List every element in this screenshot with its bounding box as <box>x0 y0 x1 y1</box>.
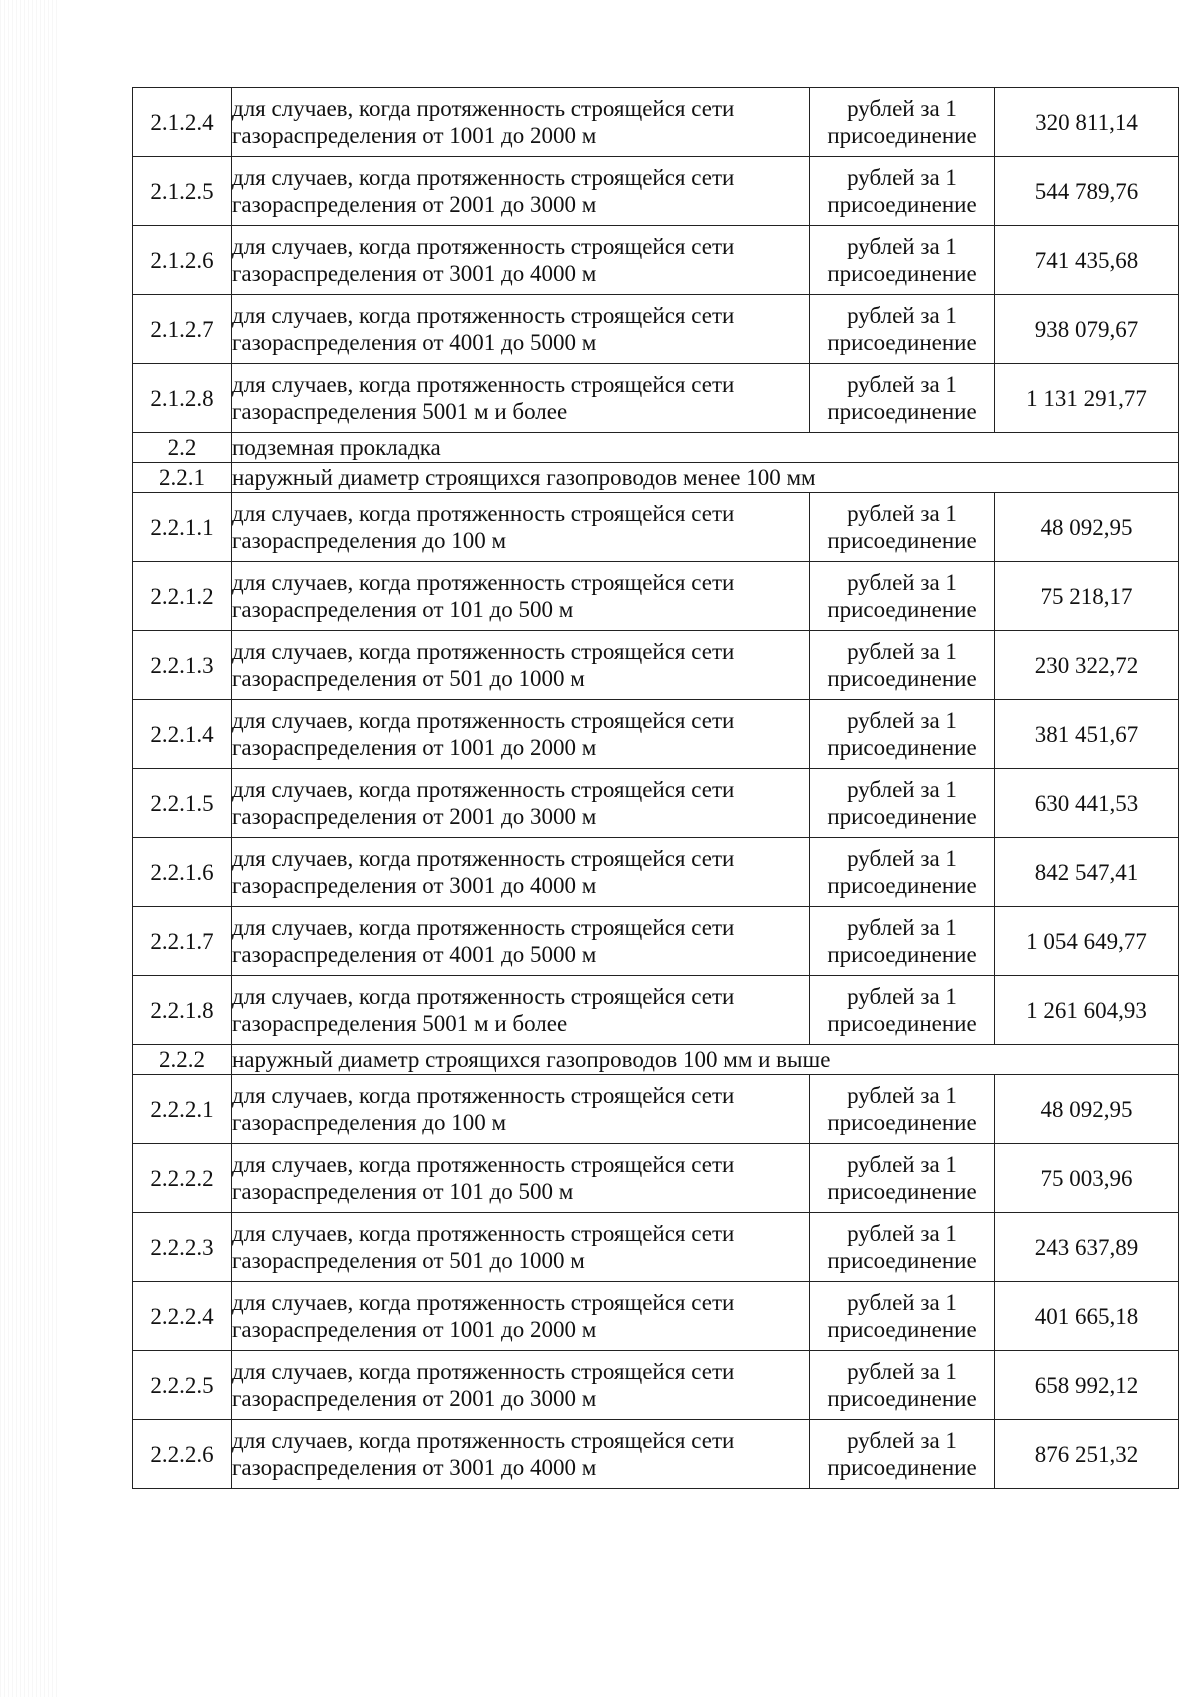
row-unit <box>810 838 995 907</box>
row-value: 401 665,18 <box>995 1282 1179 1351</box>
unit-line: рублей за 1 <box>847 570 957 595</box>
unit-line: рублей за 1 <box>847 915 957 940</box>
row-value: 658 992,12 <box>995 1351 1179 1420</box>
row-description <box>232 769 810 838</box>
section-title: наружный диаметр строящихся газопроводов менее 100 мм <box>232 463 1179 493</box>
row-number: 2.1.2.7 <box>133 295 232 364</box>
description-line: газораспределения от 2001 до 3000 м <box>232 804 597 829</box>
row-number: 2.1.2.4 <box>133 88 232 157</box>
table-row <box>133 838 1179 907</box>
description-line: для случаев, когда протяженность строящейся сети <box>232 639 735 664</box>
table-row <box>133 1075 1179 1144</box>
description-line: для случаев, когда протяженность строящейся сети <box>232 984 735 1009</box>
description-line: для случаев, когда протяженность строящейся сети <box>232 234 735 259</box>
row-unit <box>810 1144 995 1213</box>
description-line: для случаев, когда протяженность строящейся сети <box>232 570 735 595</box>
description-line: газораспределения от 3001 до 4000 м <box>232 873 597 898</box>
row-value: 876 251,32 <box>995 1420 1179 1489</box>
row-description <box>232 976 810 1045</box>
scan-edge-noise <box>0 0 60 1697</box>
row-value: 230 322,72 <box>995 631 1179 700</box>
unit-line: присоединение <box>827 1248 977 1273</box>
description-line: для случаев, когда протяженность строящейся сети <box>232 1152 735 1177</box>
row-unit <box>810 907 995 976</box>
row-number: 2.2.2.5 <box>133 1351 232 1420</box>
description-line: газораспределения от 1001 до 2000 м <box>232 123 597 148</box>
row-description <box>232 907 810 976</box>
table-row <box>133 1420 1179 1489</box>
row-value: 1 261 604,93 <box>995 976 1179 1045</box>
unit-line: рублей за 1 <box>847 303 957 328</box>
description-line: для случаев, когда протяженность строящейся сети <box>232 165 735 190</box>
unit-line: рублей за 1 <box>847 165 957 190</box>
description-line: для случаев, когда протяженность строящейся сети <box>232 1221 735 1246</box>
unit-line: рублей за 1 <box>847 501 957 526</box>
tariff-table <box>132 87 1179 1489</box>
row-description <box>232 1075 810 1144</box>
row-value: 741 435,68 <box>995 226 1179 295</box>
description-line: газораспределения от 3001 до 4000 м <box>232 261 597 286</box>
row-description <box>232 1351 810 1420</box>
description-line: для случаев, когда протяженность строящейся сети <box>232 372 735 397</box>
row-number: 2.2.1.2 <box>133 562 232 631</box>
description-line: газораспределения от 501 до 1000 м <box>232 666 585 691</box>
table-row <box>133 157 1179 226</box>
unit-line: присоединение <box>827 735 977 760</box>
row-description <box>232 157 810 226</box>
table-row <box>133 562 1179 631</box>
row-number: 2.1.2.6 <box>133 226 232 295</box>
section-number: 2.2.2 <box>133 1045 232 1075</box>
row-value: 1 054 649,77 <box>995 907 1179 976</box>
table-row <box>133 769 1179 838</box>
table-row <box>133 1282 1179 1351</box>
row-unit <box>810 700 995 769</box>
row-number: 2.2.2.4 <box>133 1282 232 1351</box>
unit-line: присоединение <box>827 873 977 898</box>
row-value: 1 131 291,77 <box>995 364 1179 433</box>
unit-line: рублей за 1 <box>847 1290 957 1315</box>
row-number: 2.2.1.5 <box>133 769 232 838</box>
description-line: газораспределения от 4001 до 5000 м <box>232 942 597 967</box>
unit-line: присоединение <box>827 1110 977 1135</box>
unit-line: присоединение <box>827 597 977 622</box>
description-line: для случаев, когда протяженность строящейся сети <box>232 96 735 121</box>
table-row <box>133 493 1179 562</box>
description-line: для случаев, когда протяженность строящейся сети <box>232 708 735 733</box>
description-line: газораспределения 5001 м и более <box>232 1011 568 1036</box>
row-unit <box>810 562 995 631</box>
row-unit <box>810 157 995 226</box>
table-row <box>133 976 1179 1045</box>
unit-line: рублей за 1 <box>847 1428 957 1453</box>
row-unit <box>810 1420 995 1489</box>
row-description <box>232 700 810 769</box>
row-number: 2.2.1.4 <box>133 700 232 769</box>
row-unit <box>810 1075 995 1144</box>
description-line: для случаев, когда протяженность строящейся сети <box>232 846 735 871</box>
row-value: 938 079,67 <box>995 295 1179 364</box>
table-row <box>133 1144 1179 1213</box>
row-description <box>232 493 810 562</box>
unit-line: рублей за 1 <box>847 708 957 733</box>
unit-line: присоединение <box>827 942 977 967</box>
unit-line: присоединение <box>827 330 977 355</box>
row-unit <box>810 295 995 364</box>
unit-line: рублей за 1 <box>847 984 957 1009</box>
row-description <box>232 295 810 364</box>
unit-line: рублей за 1 <box>847 1221 957 1246</box>
unit-line: присоединение <box>827 1455 977 1480</box>
table-row <box>133 88 1179 157</box>
unit-line: присоединение <box>827 1386 977 1411</box>
row-description <box>232 631 810 700</box>
row-number: 2.2.1.1 <box>133 493 232 562</box>
row-number: 2.2.1.8 <box>133 976 232 1045</box>
section-number: 2.2 <box>133 433 232 463</box>
row-value: 243 637,89 <box>995 1213 1179 1282</box>
table-row <box>133 1351 1179 1420</box>
row-value: 75 003,96 <box>995 1144 1179 1213</box>
description-line: газораспределения от 1001 до 2000 м <box>232 735 597 760</box>
row-unit <box>810 1213 995 1282</box>
description-line: для случаев, когда протяженность строящейся сети <box>232 1290 735 1315</box>
description-line: газораспределения от 2001 до 3000 м <box>232 1386 597 1411</box>
unit-line: присоединение <box>827 804 977 829</box>
row-number: 2.2.2.6 <box>133 1420 232 1489</box>
description-line: для случаев, когда протяженность строящейся сети <box>232 1359 735 1384</box>
row-description <box>232 226 810 295</box>
unit-line: присоединение <box>827 528 977 553</box>
unit-line: рублей за 1 <box>847 777 957 802</box>
row-value: 320 811,14 <box>995 88 1179 157</box>
row-unit <box>810 1351 995 1420</box>
unit-line: рублей за 1 <box>847 1152 957 1177</box>
row-description <box>232 1282 810 1351</box>
unit-line: рублей за 1 <box>847 1083 957 1108</box>
row-value: 48 092,95 <box>995 493 1179 562</box>
unit-line: рублей за 1 <box>847 639 957 664</box>
description-line: для случаев, когда протяженность строящейся сети <box>232 915 735 940</box>
row-unit <box>810 493 995 562</box>
table-row <box>133 226 1179 295</box>
row-unit <box>810 1282 995 1351</box>
section-title: наружный диаметр строящихся газопроводов 100 мм и выше <box>232 1045 1179 1075</box>
row-number: 2.2.1.3 <box>133 631 232 700</box>
description-line: для случаев, когда протяженность строящейся сети <box>232 303 735 328</box>
row-number: 2.1.2.5 <box>133 157 232 226</box>
row-number: 2.1.2.8 <box>133 364 232 433</box>
unit-line: присоединение <box>827 399 977 424</box>
description-line: газораспределения от 3001 до 4000 м <box>232 1455 597 1480</box>
row-number: 2.2.1.7 <box>133 907 232 976</box>
row-description <box>232 1144 810 1213</box>
row-unit <box>810 976 995 1045</box>
table-row <box>133 295 1179 364</box>
row-value: 630 441,53 <box>995 769 1179 838</box>
row-value: 842 547,41 <box>995 838 1179 907</box>
description-line: газораспределения от 501 до 1000 м <box>232 1248 585 1273</box>
section-row <box>133 1045 1179 1075</box>
table-row <box>133 700 1179 769</box>
section-title: подземная прокладка <box>232 433 1179 463</box>
row-description <box>232 838 810 907</box>
unit-line: рублей за 1 <box>847 372 957 397</box>
row-number: 2.2.2.2 <box>133 1144 232 1213</box>
description-line: газораспределения до 100 м <box>232 1110 507 1135</box>
row-number: 2.2.2.1 <box>133 1075 232 1144</box>
row-description <box>232 1420 810 1489</box>
table-row <box>133 1213 1179 1282</box>
unit-line: присоединение <box>827 261 977 286</box>
description-line: газораспределения от 101 до 500 м <box>232 1179 574 1204</box>
section-row <box>133 433 1179 463</box>
description-line: для случаев, когда протяженность строящейся сети <box>232 501 735 526</box>
unit-line: рублей за 1 <box>847 846 957 871</box>
description-line: для случаев, когда протяженность строящейся сети <box>232 1083 735 1108</box>
table-row <box>133 907 1179 976</box>
unit-line: присоединение <box>827 123 977 148</box>
description-line: газораспределения от 101 до 500 м <box>232 597 574 622</box>
unit-line: присоединение <box>827 192 977 217</box>
row-value: 544 789,76 <box>995 157 1179 226</box>
row-unit <box>810 226 995 295</box>
table-row <box>133 631 1179 700</box>
row-value: 48 092,95 <box>995 1075 1179 1144</box>
row-value: 75 218,17 <box>995 562 1179 631</box>
description-line: газораспределения от 4001 до 5000 м <box>232 330 597 355</box>
row-number: 2.2.2.3 <box>133 1213 232 1282</box>
unit-line: рублей за 1 <box>847 96 957 121</box>
section-number: 2.2.1 <box>133 463 232 493</box>
unit-line: рублей за 1 <box>847 1359 957 1384</box>
row-unit <box>810 631 995 700</box>
description-line: для случаев, когда протяженность строящейся сети <box>232 1428 735 1453</box>
unit-line: присоединение <box>827 1179 977 1204</box>
tariff-table-body <box>133 88 1179 1489</box>
section-row <box>133 463 1179 493</box>
description-line: для случаев, когда протяженность строящейся сети <box>232 777 735 802</box>
row-description <box>232 562 810 631</box>
description-line: газораспределения от 2001 до 3000 м <box>232 192 597 217</box>
unit-line: присоединение <box>827 666 977 691</box>
row-description <box>232 88 810 157</box>
table-row <box>133 364 1179 433</box>
description-line: газораспределения 5001 м и более <box>232 399 568 424</box>
unit-line: присоединение <box>827 1317 977 1342</box>
row-unit <box>810 769 995 838</box>
row-number: 2.2.1.6 <box>133 838 232 907</box>
description-line: газораспределения до 100 м <box>232 528 507 553</box>
row-unit <box>810 364 995 433</box>
unit-line: рублей за 1 <box>847 234 957 259</box>
row-description <box>232 1213 810 1282</box>
row-unit <box>810 88 995 157</box>
unit-line: присоединение <box>827 1011 977 1036</box>
row-description <box>232 364 810 433</box>
description-line: газораспределения от 1001 до 2000 м <box>232 1317 597 1342</box>
row-value: 381 451,67 <box>995 700 1179 769</box>
